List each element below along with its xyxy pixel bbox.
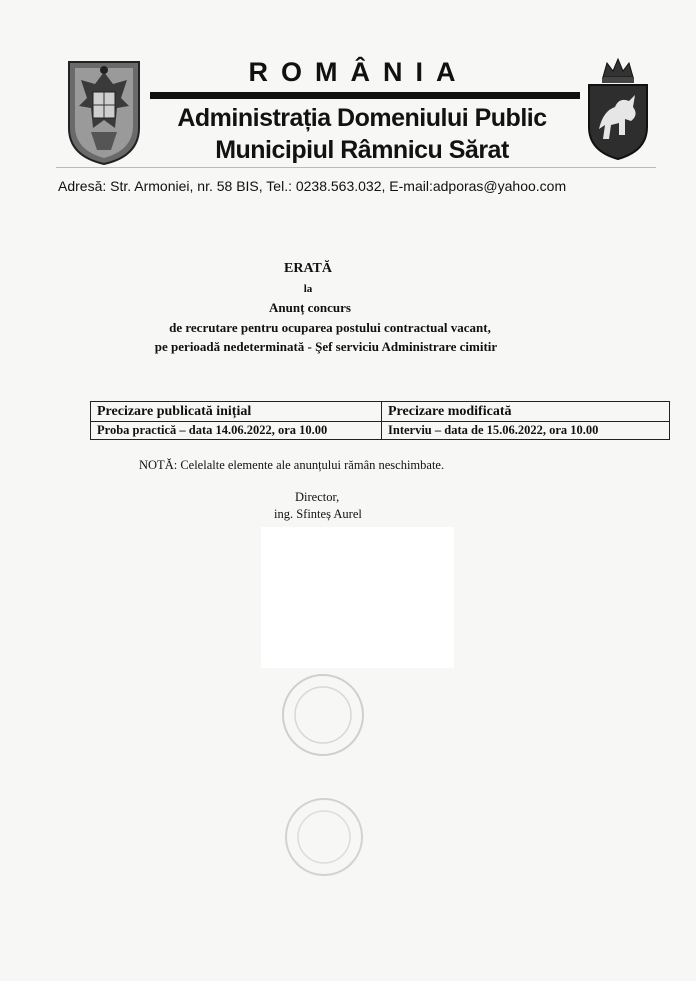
faint-stamp-icon bbox=[278, 670, 368, 760]
redacted-signature-area bbox=[261, 527, 454, 668]
table-header-row bbox=[91, 402, 670, 422]
table-cell-modified: Interviu – data de 15.06.2022, ora 10.00 bbox=[382, 422, 670, 440]
romania-coat-of-arms-icon bbox=[67, 58, 141, 166]
table-cell-initial: Proba practică – data 14.06.2022, ora 10.00 bbox=[91, 422, 382, 440]
contact-line: Adresă: Str. Armoniei, nr. 58 BIS, Tel.: 0238.563.032, E-mail:adporas@yahoo.com bbox=[58, 178, 567, 194]
county-coat-of-arms-icon bbox=[585, 55, 651, 163]
signature-title: Director, bbox=[295, 490, 340, 504]
note-text: NOTĂ: Celelalte elemente ale anunțului rămân neschimbate. bbox=[139, 458, 445, 472]
institution-name-line1: Administrația Domeniului Public bbox=[177, 104, 547, 132]
document-la: la bbox=[303, 283, 313, 295]
erratum-table bbox=[90, 401, 670, 440]
table-row bbox=[91, 422, 670, 440]
header-divider bbox=[150, 92, 580, 99]
contact-divider bbox=[56, 167, 656, 168]
document-subject: Anunț concurs bbox=[269, 300, 351, 315]
faint-stamp-icon bbox=[282, 795, 366, 879]
signature-name: ing. Sfinteș Aurel bbox=[274, 507, 362, 521]
table-header-initial: Precizare publicată inițial bbox=[91, 402, 382, 422]
institution-name-line2: Municipiul Râmnicu Sărat bbox=[215, 136, 509, 164]
document-description-line1: de recrutare pentru ocuparea postului contractual vacant, bbox=[169, 320, 491, 335]
country-title: ROMÂNIA bbox=[248, 57, 469, 87]
document-title: ERATĂ bbox=[284, 261, 332, 276]
document-description-line2: pe perioadă nedeterminată - Şef serviciu Administrare cimitir bbox=[154, 339, 498, 354]
table-header-modified: Precizare modificată bbox=[382, 402, 670, 422]
